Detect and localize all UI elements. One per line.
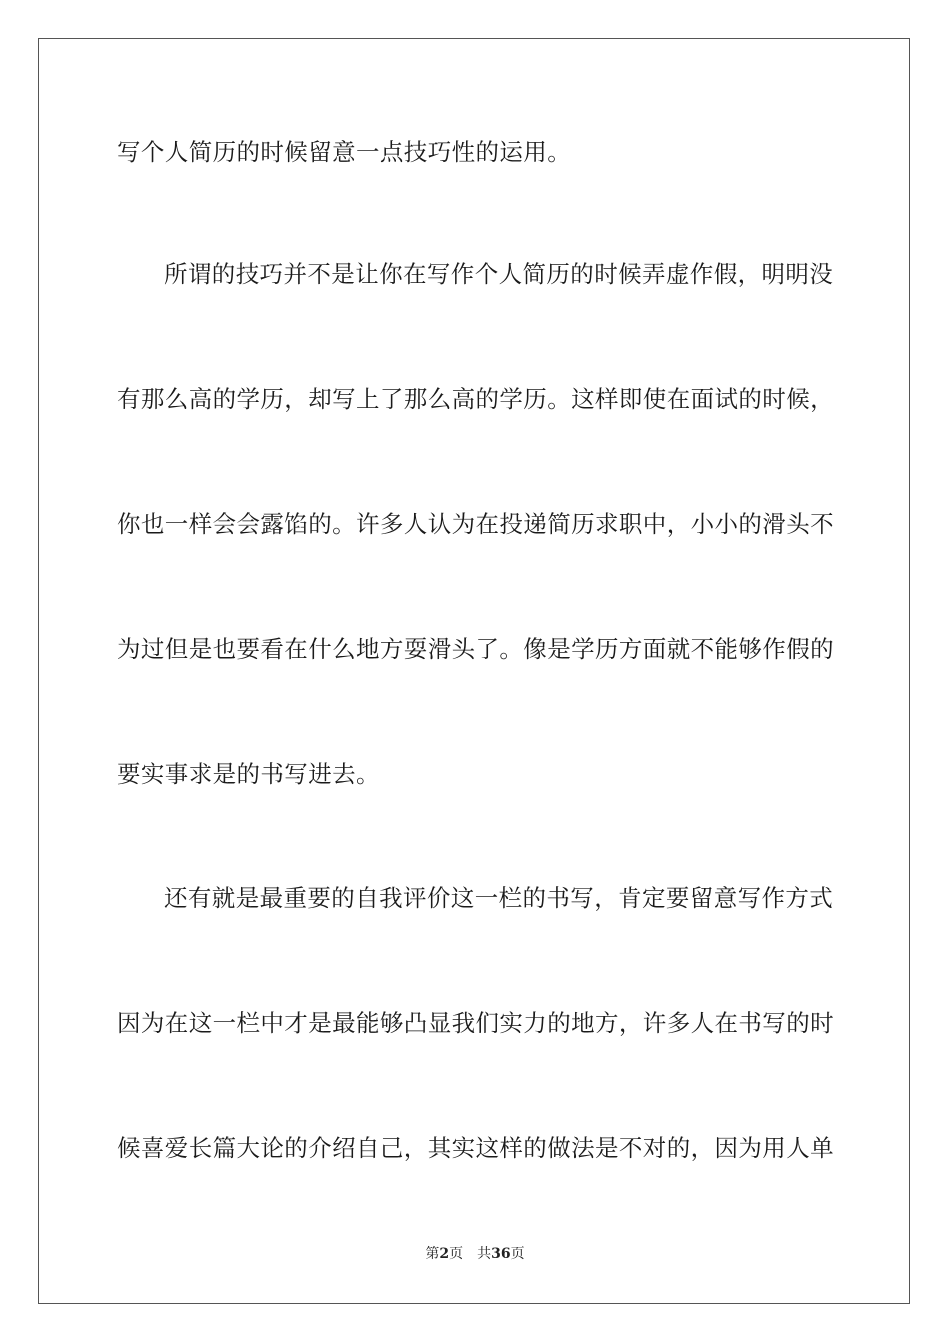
paragraph-line-5: 为过但是也要看在什么地方耍滑头了。像是学历方面就不能够作假的: [117, 635, 834, 663]
paragraph-line-4: 你也一样会会露馅的。许多人认为在投递简历求职中，小小的滑头不: [117, 510, 834, 538]
paragraph-line-2: 所谓的技巧并不是让你在写作个人简历的时候弄虚作假，明明没: [164, 260, 834, 288]
total-pages: 36: [491, 1246, 511, 1262]
paragraph-line-7: 还有就是最重要的自我评价这一栏的书写，肯定要留意写作方式: [164, 884, 834, 912]
paragraph-line-1: 写个人简历的时候留意一点技巧性的运用。: [117, 138, 572, 166]
page-border: [38, 38, 910, 1304]
paragraph-line-8: 因为在这一栏中才是最能够凸显我们实力的地方，许多人在书写的时: [117, 1009, 834, 1037]
paragraph-line-6: 要实事求是的书写进去。: [117, 760, 380, 788]
page-footer: [0, 1244, 950, 1264]
paragraph-line-9: 候喜爱长篇大论的介绍自己，其实这样的做法是不对的，因为用人单: [117, 1134, 834, 1162]
paragraph-line-3: 有那么高的学历，却写上了那么高的学历。这样即使在面试的时候，: [117, 385, 834, 413]
page-number: 2: [439, 1246, 450, 1262]
page-suffix: 页: [449, 1246, 464, 1262]
total-prefix: 共: [477, 1246, 492, 1262]
total-suffix: 页: [510, 1246, 525, 1262]
page-prefix: 第: [425, 1246, 440, 1262]
